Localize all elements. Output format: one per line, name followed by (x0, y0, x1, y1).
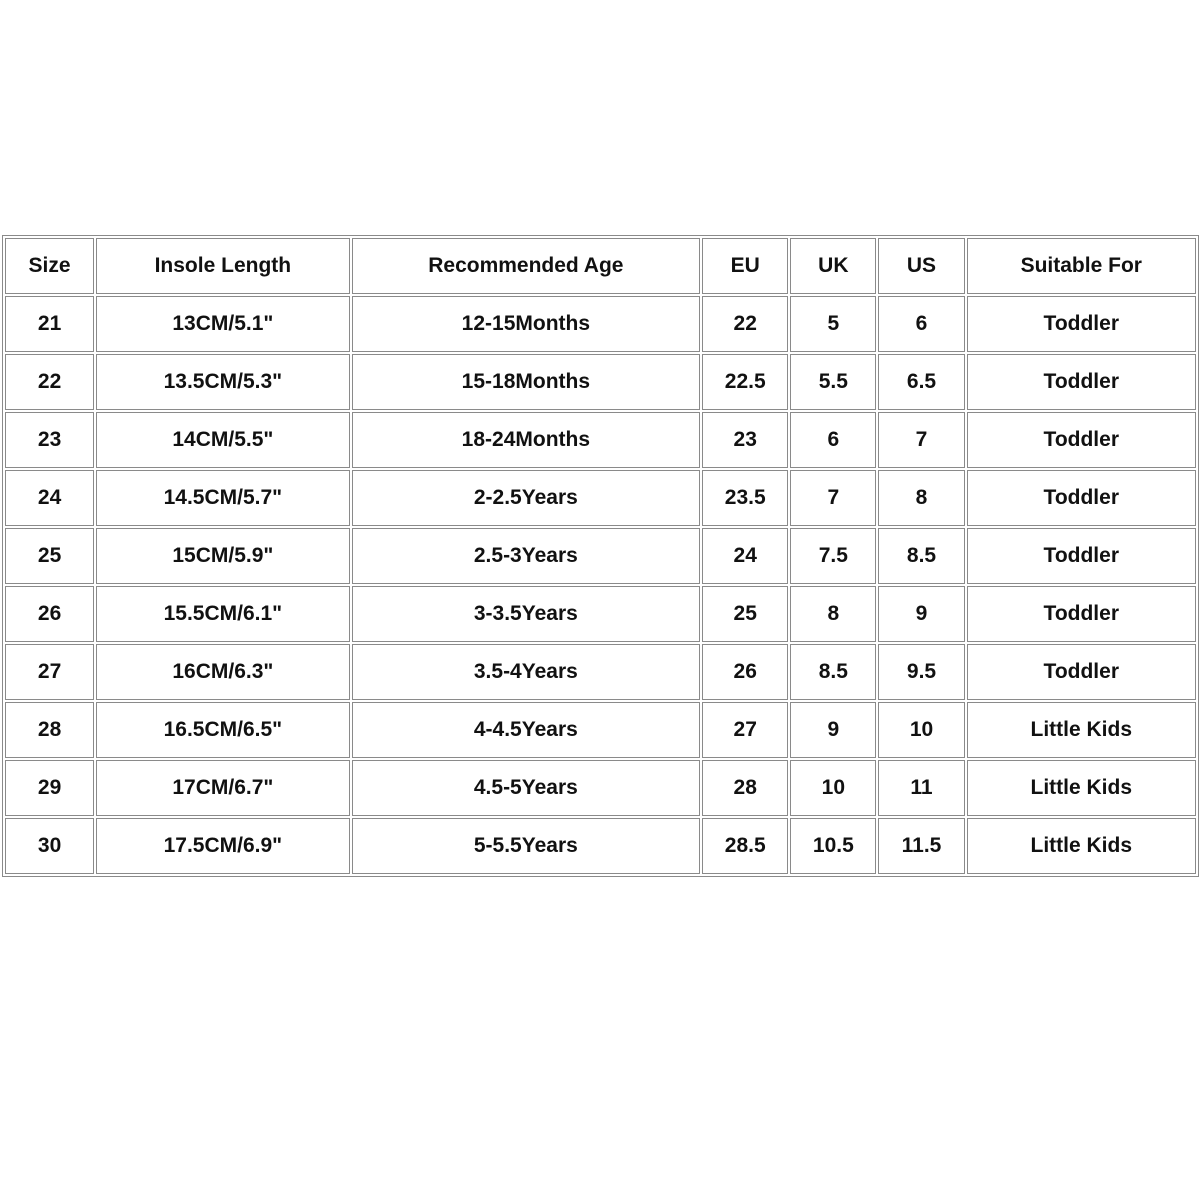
table-body (5, 296, 1196, 874)
cell-eu: 22.5 (702, 354, 788, 410)
cell-recommended-age: 2-2.5Years (352, 470, 701, 526)
header-cell-insole-length: Insole Length (96, 238, 349, 294)
header-cell-recommended-age: Recommended Age (352, 238, 701, 294)
cell-insole-length: 16.5CM/6.5" (96, 702, 349, 758)
cell-eu: 25 (702, 586, 788, 642)
table-row (5, 586, 1196, 642)
cell-us: 9.5 (878, 644, 964, 700)
cell-uk: 10.5 (790, 818, 876, 874)
cell-uk: 7 (790, 470, 876, 526)
cell-us: 6 (878, 296, 964, 352)
table-row (5, 702, 1196, 758)
cell-recommended-age: 3-3.5Years (352, 586, 701, 642)
cell-eu: 22 (702, 296, 788, 352)
table-row (5, 354, 1196, 410)
cell-eu: 23 (702, 412, 788, 468)
header-cell-uk: UK (790, 238, 876, 294)
table-row (5, 296, 1196, 352)
table-row (5, 412, 1196, 468)
cell-suitable-for: Toddler (967, 470, 1196, 526)
cell-uk: 9 (790, 702, 876, 758)
cell-eu: 28 (702, 760, 788, 816)
cell-uk: 8.5 (790, 644, 876, 700)
table-row (5, 818, 1196, 874)
cell-insole-length: 17CM/6.7" (96, 760, 349, 816)
size-chart-table (2, 235, 1199, 877)
cell-uk: 8 (790, 586, 876, 642)
cell-uk: 5.5 (790, 354, 876, 410)
cell-eu: 28.5 (702, 818, 788, 874)
cell-eu: 27 (702, 702, 788, 758)
cell-us: 11 (878, 760, 964, 816)
cell-us: 11.5 (878, 818, 964, 874)
cell-recommended-age: 3.5-4Years (352, 644, 701, 700)
cell-eu: 24 (702, 528, 788, 584)
cell-insole-length: 16CM/6.3" (96, 644, 349, 700)
cell-suitable-for: Toddler (967, 354, 1196, 410)
cell-suitable-for: Toddler (967, 296, 1196, 352)
header-cell-suitable-for: Suitable For (967, 238, 1196, 294)
cell-us: 6.5 (878, 354, 964, 410)
cell-size: 21 (5, 296, 94, 352)
cell-recommended-age: 18-24Months (352, 412, 701, 468)
cell-uk: 7.5 (790, 528, 876, 584)
cell-uk: 5 (790, 296, 876, 352)
cell-recommended-age: 4.5-5Years (352, 760, 701, 816)
header-cell-us: US (878, 238, 964, 294)
cell-uk: 10 (790, 760, 876, 816)
cell-suitable-for: Toddler (967, 586, 1196, 642)
cell-size: 22 (5, 354, 94, 410)
cell-eu: 23.5 (702, 470, 788, 526)
cell-size: 25 (5, 528, 94, 584)
cell-insole-length: 15.5CM/6.1" (96, 586, 349, 642)
cell-suitable-for: Toddler (967, 644, 1196, 700)
header-cell-eu: EU (702, 238, 788, 294)
cell-insole-length: 14.5CM/5.7" (96, 470, 349, 526)
cell-size: 27 (5, 644, 94, 700)
cell-size: 30 (5, 818, 94, 874)
cell-recommended-age: 2.5-3Years (352, 528, 701, 584)
cell-size: 24 (5, 470, 94, 526)
table-row (5, 470, 1196, 526)
cell-us: 9 (878, 586, 964, 642)
header-cell-size: Size (5, 238, 94, 294)
cell-size: 26 (5, 586, 94, 642)
cell-us: 10 (878, 702, 964, 758)
cell-insole-length: 17.5CM/6.9" (96, 818, 349, 874)
cell-us: 7 (878, 412, 964, 468)
cell-insole-length: 15CM/5.9" (96, 528, 349, 584)
cell-recommended-age: 15-18Months (352, 354, 701, 410)
cell-size: 23 (5, 412, 94, 468)
cell-insole-length: 13.5CM/5.3" (96, 354, 349, 410)
table-row (5, 528, 1196, 584)
cell-insole-length: 14CM/5.5" (96, 412, 349, 468)
cell-suitable-for: Little Kids (967, 760, 1196, 816)
table-row (5, 644, 1196, 700)
cell-size: 29 (5, 760, 94, 816)
cell-size: 28 (5, 702, 94, 758)
cell-recommended-age: 5-5.5Years (352, 818, 701, 874)
cell-uk: 6 (790, 412, 876, 468)
cell-us: 8 (878, 470, 964, 526)
cell-suitable-for: Toddler (967, 528, 1196, 584)
cell-recommended-age: 4-4.5Years (352, 702, 701, 758)
header-row (5, 238, 1196, 294)
cell-suitable-for: Toddler (967, 412, 1196, 468)
cell-suitable-for: Little Kids (967, 818, 1196, 874)
cell-eu: 26 (702, 644, 788, 700)
cell-recommended-age: 12-15Months (352, 296, 701, 352)
table-row (5, 760, 1196, 816)
cell-suitable-for: Little Kids (967, 702, 1196, 758)
cell-us: 8.5 (878, 528, 964, 584)
cell-insole-length: 13CM/5.1" (96, 296, 349, 352)
